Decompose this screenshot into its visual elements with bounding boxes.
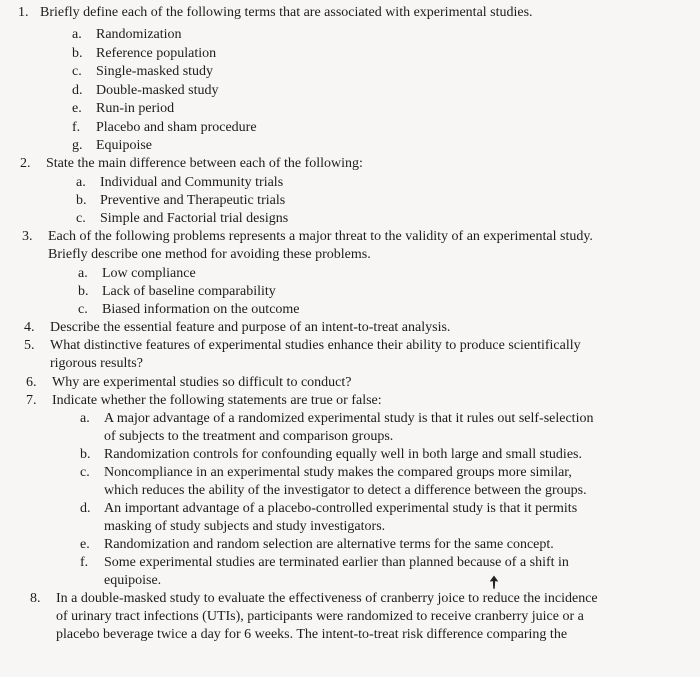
item-letter: d. — [80, 501, 91, 516]
question-number: 4. — [24, 320, 35, 335]
item-text: Placebo and sham procedure — [96, 120, 257, 135]
question-number: 5. — [24, 338, 35, 353]
item-text: masking of study subjects and study investigators. — [104, 519, 386, 534]
item-letter: a. — [78, 266, 88, 281]
item-letter: d. — [72, 83, 83, 98]
item-letter: f. — [72, 120, 81, 135]
item-text: Simple and Factorial trial designs — [100, 211, 289, 226]
item-text: Randomization and random selection are alternative terms for the same concept. — [104, 537, 554, 552]
question-number: 8. — [30, 591, 41, 606]
item-letter: e. — [72, 101, 82, 116]
item-text: A major advantage of a randomized experimental study is that it rules out self-selection — [104, 411, 594, 426]
item-text: Run-in period — [96, 101, 175, 116]
item-text: Single-masked study — [96, 64, 214, 79]
item-letter: b. — [78, 284, 89, 299]
question-number: 3. — [22, 229, 33, 244]
question-text: placebo beverage twice a day for 6 weeks. The intent-to-treat risk difference comparing the — [56, 627, 568, 642]
mouse-pointer-icon — [488, 575, 500, 589]
item-text: Randomization — [96, 27, 182, 42]
item-text: Noncompliance in an experimental study makes the compared groups more similar, — [104, 465, 572, 480]
item-text: equipoise. — [104, 573, 162, 588]
item-letter: g. — [72, 138, 83, 153]
item-letter: c. — [80, 465, 90, 480]
item-letter: a. — [72, 27, 82, 42]
question-text: Each of the following problems represents a major threat to the validity of an experimental study. — [48, 229, 593, 244]
item-letter: c. — [76, 211, 86, 226]
question-text: In a double-masked study to evaluate the effectiveness of cranberry joice to reduce the incidence — [56, 591, 598, 606]
item-text: Randomization controls for confounding equally well in both large and small studies. — [104, 447, 582, 462]
question-text: of urinary tract infections (UTIs), participants were randomized to receive cranberry juice or a — [56, 609, 584, 624]
item-text: Low compliance — [102, 266, 196, 281]
question-text: Briefly define each of the following terms that are associated with experimental studies. — [40, 5, 533, 20]
question-text: Describe the essential feature and purpose of an intent-to-treat analysis. — [50, 320, 451, 335]
item-letter: b. — [76, 193, 87, 208]
item-text: Some experimental studies are terminated earlier than planned because of a shift in — [104, 555, 569, 570]
question-number: 7. — [26, 393, 37, 408]
item-letter: a. — [76, 175, 86, 190]
item-text: Reference population — [96, 46, 217, 61]
question-number: 6. — [26, 375, 37, 390]
item-letter: c. — [78, 302, 88, 317]
item-text: Lack of baseline comparability — [102, 284, 276, 299]
question-text: State the main difference between each of the following: — [46, 156, 363, 171]
item-text: Double-masked study — [96, 83, 219, 98]
question-text: rigorous results? — [50, 356, 143, 371]
item-text: Individual and Community trials — [100, 175, 284, 190]
item-letter: f. — [80, 555, 89, 570]
item-text: Equipoise — [96, 138, 152, 153]
question-text: Briefly describe one method for avoiding these problems. — [48, 247, 371, 262]
question-number: 1. — [18, 5, 29, 20]
question-text: Indicate whether the following statements are true or false: — [52, 393, 382, 408]
item-letter: a. — [80, 411, 90, 426]
item-letter: c. — [72, 64, 82, 79]
item-letter: b. — [72, 46, 83, 61]
item-text: which reduces the ability of the investigator to detect a difference between the groups. — [104, 483, 587, 498]
question-text: Why are experimental studies so difficult to conduct? — [52, 375, 352, 390]
item-letter: b. — [80, 447, 91, 462]
item-text: An important advantage of a placebo-controlled experimental study is that it permits — [104, 501, 578, 516]
question-text: What distinctive features of experimental studies enhance their ability to produce scientifically — [50, 338, 581, 353]
item-letter: e. — [80, 537, 90, 552]
item-text: of subjects to the treatment and comparison groups. — [104, 429, 394, 444]
item-text: Preventive and Therapeutic trials — [100, 193, 286, 208]
item-text: Biased information on the outcome — [102, 302, 300, 317]
question-number: 2. — [20, 156, 31, 171]
